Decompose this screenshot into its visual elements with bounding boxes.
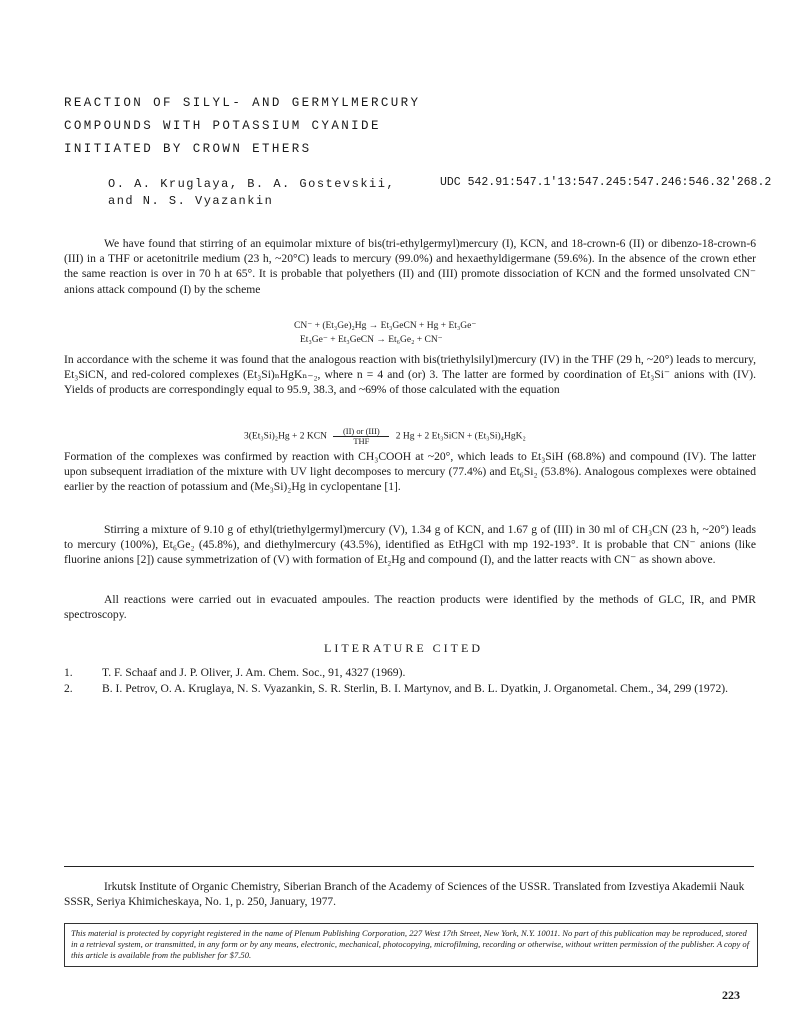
page-number: 223 — [722, 988, 740, 1002]
equation-2-right: 2 Hg + 2 Et₃SiCN + (Et₃Si)₄HgK₂ — [395, 431, 526, 442]
reference-2 — [64, 681, 764, 697]
authors-line-1: O. A. Kruglaya, B. A. Gostevskii, — [108, 177, 396, 191]
reference-1-text: T. F. Schaaf and J. P. Oliver, J. Am. Chem. Soc., 91, 4327 (1969). — [102, 666, 406, 679]
paragraph-1: We have found that stirring of an equimolar mixture of bis(tri-ethylgermyl)mercury (I), KCN, and 18-crown-6 (II) or dibenzo-18-crown-6 (III) in a THF or acetonitrile medium (23 h, ~20°C) leads to mercury (99.0%) and hexaethyldigermane (59.6%). In the absence of the crown ether the same reaction is over in 70 h at 65°. It is probable that polyethers (II) and (III) promote dissociation of KCN and the formed unsolvated CN⁻ anions attack compound (I) by the scheme — [64, 237, 756, 296]
footnote-rule — [64, 866, 754, 867]
authors-line-2: and N. S. Vyazankin — [108, 194, 274, 208]
udc-code: UDC 542.91:547.1'13:547.245:547.246:546.32'268.2 — [440, 176, 772, 189]
title-line-2: COMPOUNDS WITH POTASSIUM CYANIDE — [64, 119, 381, 133]
authors — [108, 176, 395, 210]
affiliation-footnote: Irkutsk Institute of Organic Chemistry, Siberian Branch of the Academy of Sciences of the USSR. Translated from Izvestiya Akademii Nauk SSSR, Seriya Khimicheskaya, No. 1, p. 250, January, 1977. — [64, 881, 745, 908]
paragraph-4: Stirring a mixture of 9.10 g of ethyl(triethylgermyl)mercury (V), 1.34 g of KCN, and 1.67 g of (III) in 30 ml of CH₃CN (23 h, ~20°) leads to mercury (100%), Et₆Ge₂ (45.8%), and diethylmercury (43.5%), identified as EtHgCl with mp 192-193°. It is probable that CN⁻ anions (like fluorine anions [2]) cause symmetrization of (V) with formation of Et₂Hg and compound (I), and the latter reacts with CN⁻ as shown above. — [64, 523, 756, 567]
paragraph-3: Formation of the complexes was confirmed by reaction with CH₃COOH at ~20°, which leads to Et₃SiH (68.8%) and compound (IV). The latter upon subsequent irradiation of the mixture with UV light decomposes to mercury (77.4%) and Et₆Si₂ (53.8%). Analogous complexes were obtained earlier by the reaction of potassium and (Me₃Si)₂Hg in cyclopentane [1]. — [64, 450, 756, 494]
equation-1-line-2: Et₃Ge⁻ + Et₃GeCN → Et₆Ge₂ + CN⁻ — [300, 335, 443, 345]
equation-2-arrow — [333, 427, 389, 446]
paragraph-5: All reactions were carried out in evacuated ampoules. The reaction products were identified by the methods of GLC, IR, and PMR spectroscopy. — [64, 593, 756, 622]
title-line-3: INITIATED BY CROWN ETHERS — [64, 142, 312, 156]
equation-1-line-1: CN⁻ + (Et₃Ge)₂Hg → Et₃GeCN + Hg + Et₃Ge⁻ — [294, 321, 477, 331]
reference-1-number: 1. — [64, 666, 73, 679]
copyright-notice: This material is protected by copyright registered in the name of Plenum Publishing Corporation, 227 West 17th Street, New York, N.Y. 10011. No part of this publication may be reproduced, stored in a retrieval system, or transmitted, in any form or by any means, electronic, mechanical, photocopying, microfilming, recording or otherwise, without written permission of the publisher. A copy of this article is available from the publisher for $7.50. — [64, 923, 758, 967]
title-line-1: REACTION OF SILYL- AND GERMYLMERCURY — [64, 96, 421, 110]
equation-2-arrow-under: THF — [353, 436, 370, 446]
reference-2-number: 2. — [64, 682, 73, 695]
reference-2-text: B. I. Petrov, O. A. Kruglaya, N. S. Vyazankin, S. R. Sterlin, B. I. Martynov, and B. L. Dyatkin, J. Organometal. Chem., 34, 299 (1972). — [102, 682, 728, 695]
literature-cited-heading: LITERATURE CITED — [324, 641, 483, 655]
reference-1 — [64, 665, 764, 681]
equation-2-arrow-over: (II) or (III) — [342, 426, 380, 436]
paragraph-2: In accordance with the scheme it was found that the analogous reaction with bis(triethylsilyl)mercury (IV) in the THF (29 h, ~20°) leads to mercury, Et₃SiCN, and red-colored complexes (Et₃Si)ₙHgKₙ₋₂, where n = 4 and (or) 3. The latter are formed by coordination of Et₃Si⁻ anions with (IV). Yields of products are correspondingly equal to 95.9, 38.3, and ~69% of those calculated with the equation — [64, 353, 756, 397]
equation-2-left: 3(Et₃Si)₂Hg + 2 KCN — [244, 431, 327, 442]
equation-2 — [244, 427, 526, 446]
